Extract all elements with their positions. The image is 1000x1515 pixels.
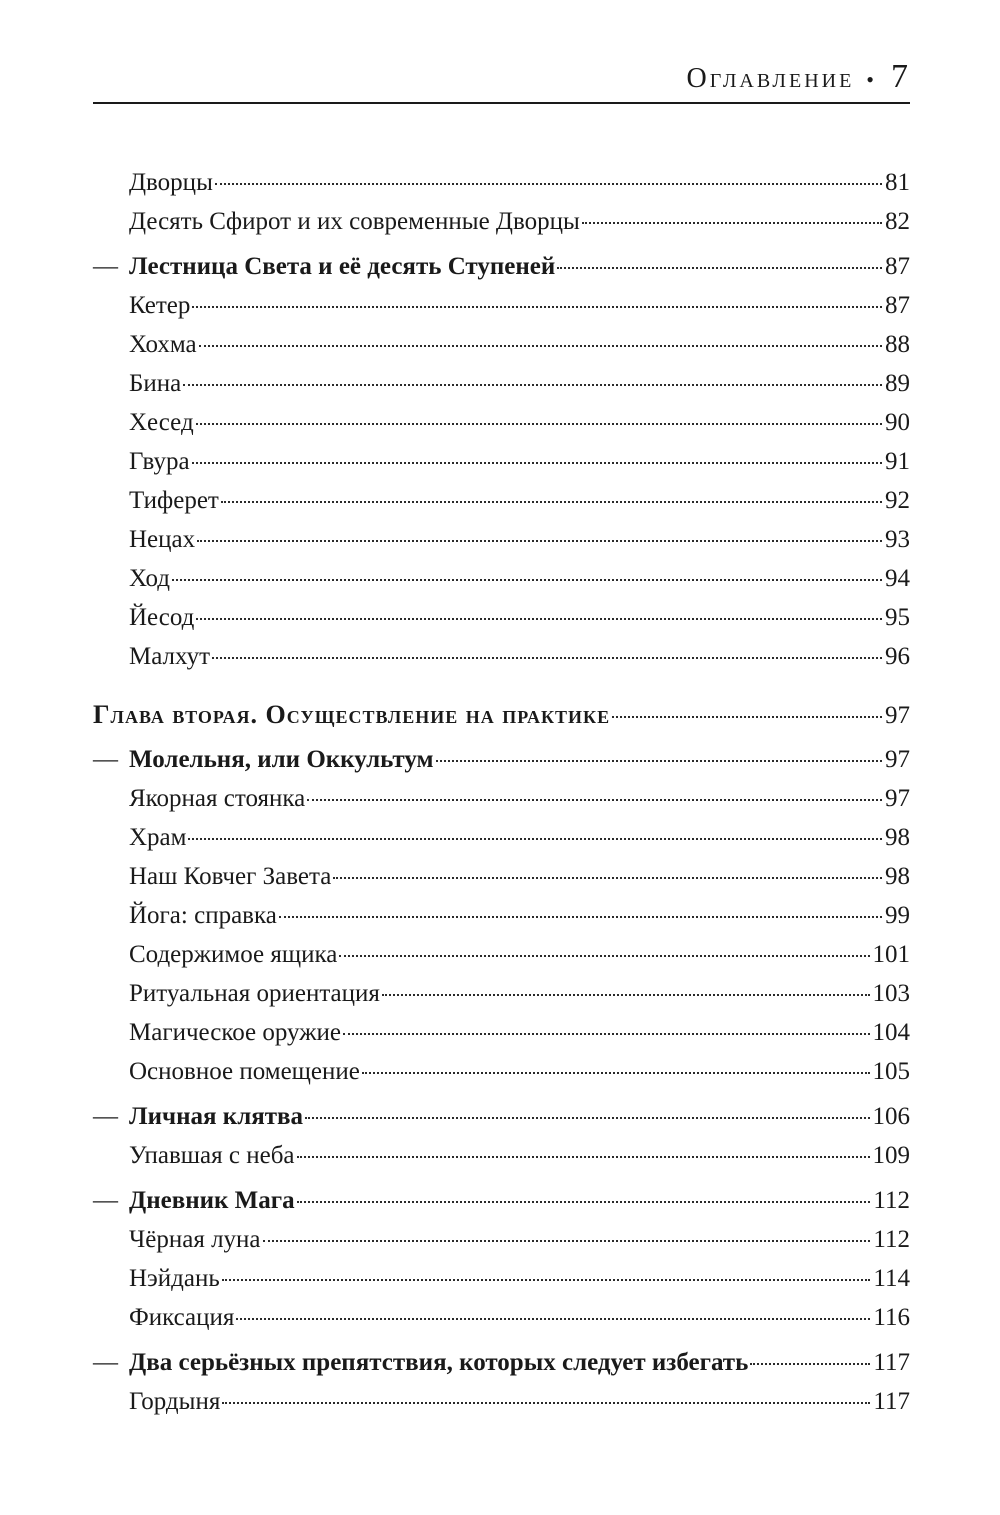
toc-page-number: 105: [872, 1058, 910, 1085]
toc-subsection[interactable]: [93, 520, 910, 559]
toc-leader-dots: [436, 760, 882, 762]
toc-label: Магическое оружие: [129, 1019, 341, 1046]
toc-leader-dots: [582, 222, 882, 224]
toc-page-number: 97: [885, 785, 910, 812]
toc-dash: —: [93, 253, 118, 280]
toc-leader-dots: [279, 916, 882, 918]
toc-subsection[interactable]: [93, 1136, 910, 1175]
toc-label: Ритуальная ориентация: [129, 980, 380, 1007]
toc-leader-dots: [172, 579, 882, 581]
toc-label: Йога: справка: [129, 902, 277, 929]
toc-label: Содержимое ящика: [129, 941, 338, 968]
toc-subsection[interactable]: [93, 403, 910, 442]
toc-page-number: 81: [885, 169, 910, 196]
toc-page-number: 96: [885, 643, 910, 670]
toc-leader-dots: [196, 423, 882, 425]
toc-leader-dots: [236, 1318, 870, 1320]
toc-label: Ход: [129, 565, 170, 592]
toc-leader-dots: [222, 1279, 871, 1281]
toc-label: Йесод: [129, 604, 195, 631]
toc-leader-dots: [192, 306, 882, 308]
toc-page-number: 106: [872, 1103, 910, 1130]
toc-leader-dots: [183, 384, 882, 386]
toc-page-number: 89: [885, 370, 910, 397]
toc-page-number: 92: [885, 487, 910, 514]
toc-page-number: 93: [885, 526, 910, 553]
toc-subsection[interactable]: [93, 1259, 910, 1298]
toc-dash: —: [93, 746, 118, 773]
toc-label: Глава вторая. Осуществление на практике: [93, 700, 611, 729]
toc-label: Хесед: [129, 409, 194, 436]
toc-label: Основное помещение: [129, 1058, 360, 1085]
toc-page-number: 94: [885, 565, 910, 592]
toc-subsection[interactable]: [93, 1298, 910, 1337]
toc-leader-dots: [343, 1033, 870, 1035]
toc-leader-dots: [307, 799, 882, 801]
toc-leader-dots: [263, 1240, 871, 1242]
toc-page-number: 98: [885, 863, 910, 890]
toc-page-number: 88: [885, 331, 910, 358]
toc-page-number: 114: [873, 1265, 910, 1292]
toc-label: Наш Ковчег Завета: [129, 863, 332, 890]
toc-subsection[interactable]: [93, 364, 910, 403]
toc-leader-dots: [196, 618, 882, 620]
toc-label: Молельня, или Оккультум: [129, 746, 434, 773]
toc-page-number: 109: [872, 1142, 910, 1169]
toc-label: Храм: [129, 824, 187, 851]
toc-leader-dots: [215, 183, 882, 185]
toc-page-number: 117: [873, 1388, 910, 1415]
toc-page-number: 97: [885, 746, 910, 773]
toc-page-number: 82: [885, 208, 910, 235]
toc-subsection[interactable]: [93, 935, 910, 974]
toc-leader-dots: [557, 267, 882, 269]
toc-label: Фиксация: [129, 1304, 235, 1331]
toc-subsection[interactable]: [93, 818, 910, 857]
toc-leader-dots: [197, 540, 882, 542]
header-title: Оглавление: [686, 63, 855, 94]
toc-page-number: 90: [885, 409, 910, 436]
toc-page-number: 87: [885, 292, 910, 319]
toc-subsection[interactable]: [93, 974, 910, 1013]
running-header: [93, 52, 910, 104]
toc-subsection[interactable]: [93, 637, 910, 676]
toc-page-number: 103: [872, 980, 910, 1007]
toc-section[interactable]: [93, 1097, 910, 1136]
toc-subsection[interactable]: [93, 202, 910, 241]
toc-leader-dots: [612, 716, 882, 718]
toc-page-number: 101: [872, 941, 910, 968]
toc-chapter[interactable]: [93, 695, 910, 734]
toc-page-number: 117: [873, 1349, 910, 1376]
toc-leader-dots: [199, 345, 882, 347]
toc-label: Малхут: [129, 643, 210, 670]
toc-page-number: 116: [873, 1304, 910, 1331]
toc-section[interactable]: [93, 247, 910, 286]
toc-leader-dots: [305, 1117, 869, 1119]
toc-label: Лестница Света и её десять Ступеней: [129, 253, 556, 280]
toc-page-number: 112: [873, 1187, 910, 1214]
toc-page-number: 112: [873, 1226, 910, 1253]
toc-page-number: 95: [885, 604, 910, 631]
toc-leader-dots: [333, 877, 882, 879]
toc-subsection[interactable]: [93, 442, 910, 481]
toc-label: Гвура: [129, 448, 190, 475]
toc-section[interactable]: [93, 1181, 910, 1220]
toc-page-number: 104: [872, 1019, 910, 1046]
toc-label: Тиферет: [129, 487, 219, 514]
toc-label: Хохма: [129, 331, 197, 358]
toc-leader-dots: [750, 1363, 870, 1365]
toc-label: Личная клятва: [129, 1103, 304, 1130]
toc-subsection[interactable]: [93, 779, 910, 818]
toc-label: Два серьёзных препятствия, которых следует избегать: [129, 1349, 749, 1376]
toc-leader-dots: [212, 657, 882, 659]
toc-subsection[interactable]: [93, 1220, 910, 1259]
toc-section[interactable]: [93, 740, 910, 779]
toc-page-number: 91: [885, 448, 910, 475]
toc-label: Дневник Мага: [129, 1187, 295, 1214]
toc-label: Якорная стоянка: [129, 785, 306, 812]
section-gap: [93, 676, 910, 695]
toc-label: Упавшая с неба: [129, 1142, 295, 1169]
toc-subsection[interactable]: [93, 1013, 910, 1052]
toc-subsection[interactable]: [93, 163, 910, 202]
toc-label: Десять Сфирот и их современные Дворцы: [129, 208, 580, 235]
toc-leader-dots: [362, 1072, 870, 1074]
toc-label: Чёрная луна: [129, 1226, 261, 1253]
toc-label: Дворцы: [129, 169, 213, 196]
toc-dash: —: [93, 1187, 118, 1214]
toc-leader-dots: [222, 1402, 870, 1404]
toc-leader-dots: [192, 462, 882, 464]
toc-label: Нецах: [129, 526, 196, 553]
toc-dash: —: [93, 1349, 118, 1376]
toc-leader-dots: [297, 1156, 870, 1158]
toc-subsection[interactable]: [93, 325, 910, 364]
toc-label: Бина: [129, 370, 182, 397]
toc-page-number: 97: [885, 702, 910, 729]
toc-page-number: 87: [885, 253, 910, 280]
toc-subsection[interactable]: [93, 559, 910, 598]
header-bullet: •: [866, 67, 877, 92]
toc-label: Кетер: [129, 292, 191, 319]
toc-subsection[interactable]: [93, 286, 910, 325]
toc-leader-dots: [188, 838, 882, 840]
toc-page-number: 98: [885, 824, 910, 851]
toc-subsection[interactable]: [93, 857, 910, 896]
toc-dash: —: [93, 1103, 118, 1130]
toc-page-number: 99: [885, 902, 910, 929]
table-of-contents: [93, 163, 910, 1421]
toc-leader-dots: [297, 1201, 871, 1203]
toc-subsection[interactable]: [93, 481, 910, 520]
running-header-text: [687, 58, 908, 96]
toc-subsection[interactable]: [93, 598, 910, 637]
toc-leader-dots: [221, 501, 882, 503]
toc-subsection[interactable]: [93, 1052, 910, 1091]
toc-leader-dots: [382, 994, 870, 996]
toc-leader-dots: [339, 955, 869, 957]
toc-label: Нэйдань: [129, 1265, 220, 1292]
page-number: 7: [891, 58, 908, 95]
toc-subsection[interactable]: [93, 896, 910, 935]
toc-label: Гордыня: [129, 1388, 221, 1415]
toc-section[interactable]: [93, 1343, 910, 1382]
toc-subsection[interactable]: [93, 1382, 910, 1421]
